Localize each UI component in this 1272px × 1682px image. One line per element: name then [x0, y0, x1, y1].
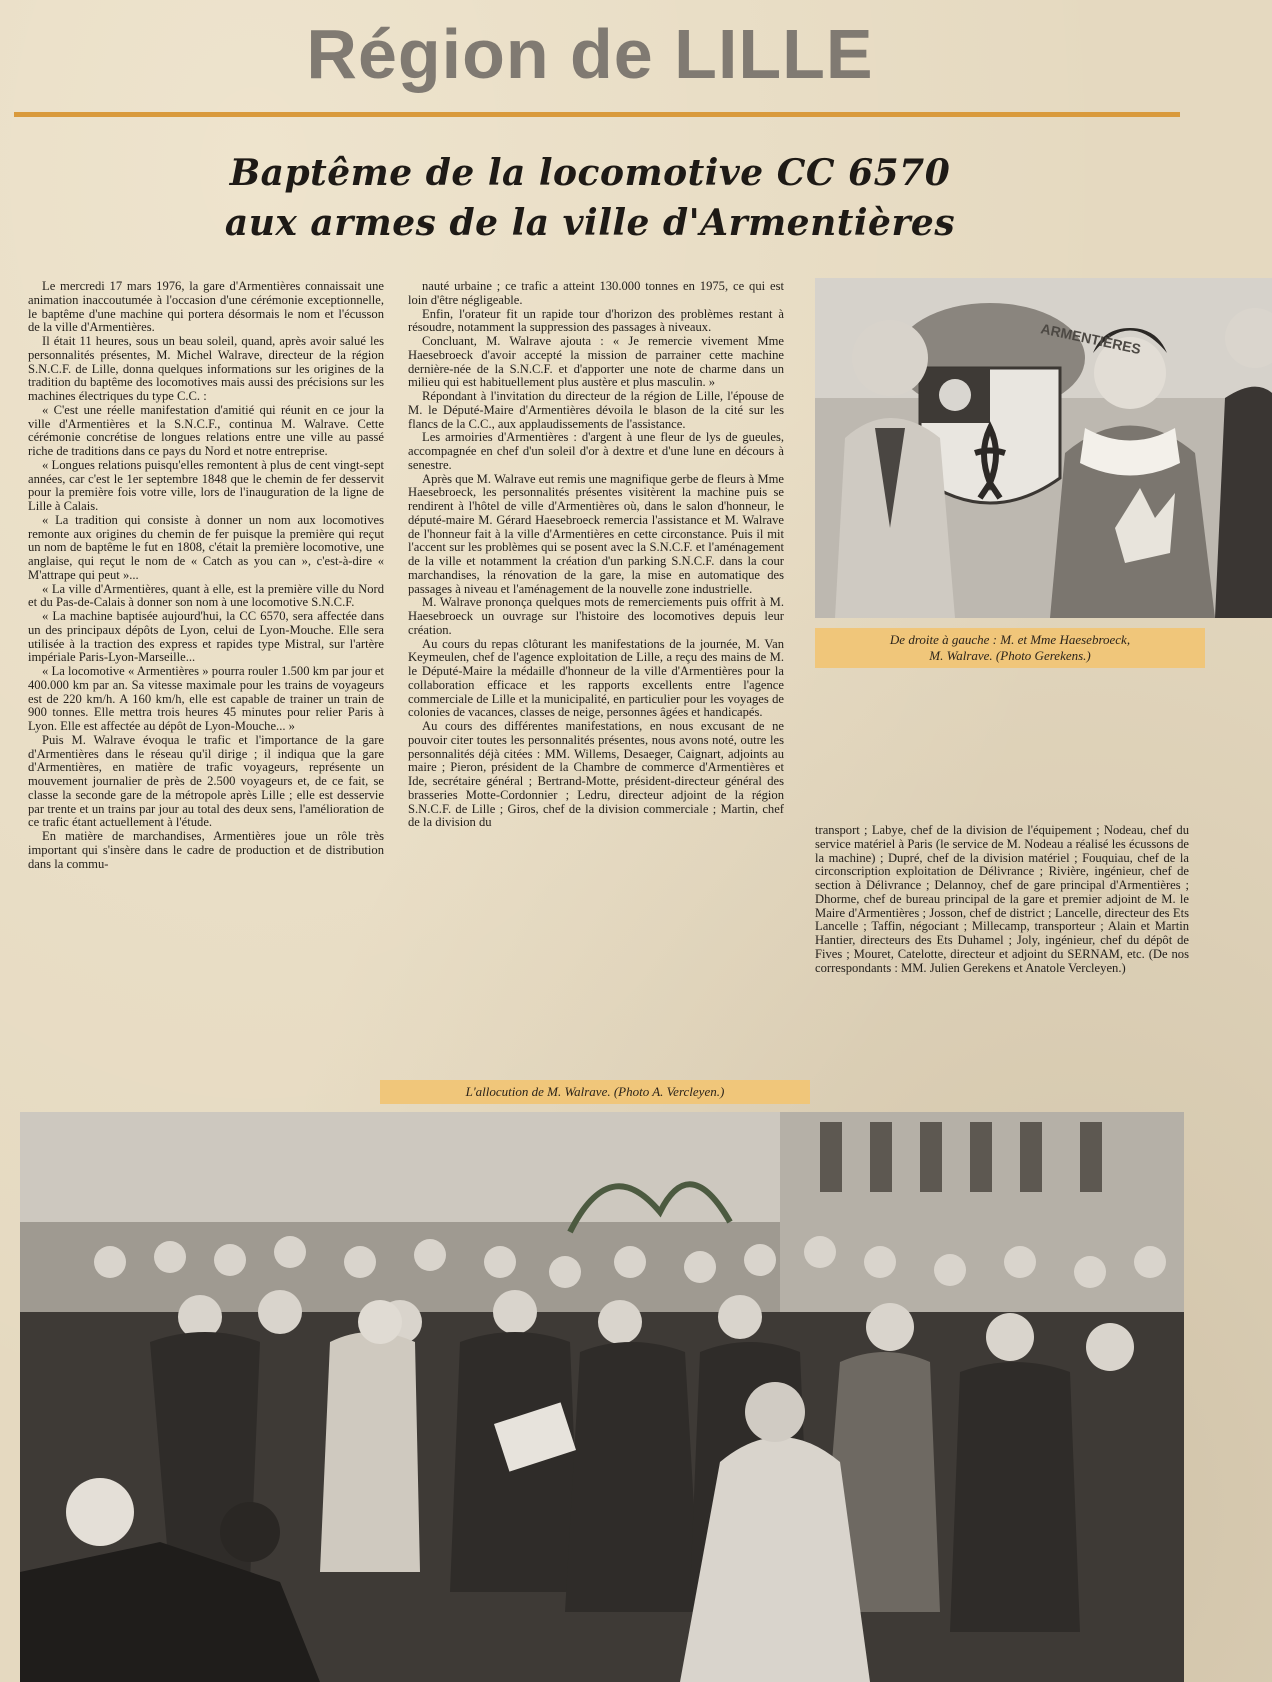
paragraph: Concluant, M. Walrave ajouta : « Je remercie vivement Mme Haesebroeck d'avoir accepté la mission de parrainer cette machine dernière-née de la S.N.C.F. et d'apporter une note de charme dans un milieu qui est habituellement plus austère et plus masculin. »	[408, 334, 784, 390]
photo-haesebroeck-walrave	[815, 278, 1272, 618]
photo-illustration	[815, 278, 1272, 618]
photo-crowd-allocution	[20, 1112, 1184, 1682]
paragraph: Au cours des différentes manifestations, en nous excusant de ne pouvoir citer toutes les personnalités présentes, nous avons noté, outre les personnalités déjà citées : MM. Willems, Desaeger, Caignart, adjoints au maire ; Pieron, président de la Chambre de commerce d'Armentières et Ide, secrétaire général ; Bertrand-Motte, président-directeur général des brasseries Motte-Cordonnier ; Ledru, directeur adjoint de la région S.N.C.F. de Lille ; Giros, chef de la division commerciale ; Martin, chef de la division du	[408, 719, 784, 830]
paragraph: Enfin, l'orateur fit un rapide tour d'horizon des problèmes restant à résoudre, notamment la suppression des passages à niveaux.	[408, 306, 784, 335]
paragraph: Après que M. Walrave eut remis une magnifique gerbe de fleurs à Mme Haesebroeck, les personnalités présentes visitèrent la machine puis se rendirent à l'hôtel de ville d'Armentières où, dans le salon d'honneur, le député-maire M. Gérard Haesebroeck remercia l'assistance et M. Walrave de l'honneur fait à la ville d'Armentières en cette circonstance. Puis il mit l'accent sur les problèmes qui se posent avec la S.N.C.F. et l'aménagement de la ville et notamment la création d'un parking S.N.C.F. dans la cour marchandises, la rénovation de la gare, la mise en automatique des passages à niveau et l'aménagement de la nouvelle zone industrielle.	[408, 471, 784, 596]
paragraph: M. Walrave prononça quelques mots de remerciements puis offrit à M. Haesebroeck un ouvrage sur l'histoire des locomotives depuis leur création.	[408, 595, 784, 637]
blason-lettering: ARMENTIÈRES	[1039, 320, 1143, 358]
paragraph: « Longues relations puisqu'elles remontent à plus de cent vingt-sept années, car c'est le 1er septembre 1848 que le chemin de fer desservit pour la première fois votre ville, lors de l'inauguration de la ligne de Lille à Calais.	[28, 457, 384, 513]
paragraph: Il était 11 heures, sous un beau soleil, quand, après avoir salué les personnalités présentes, M. Michel Walrave, directeur de la région S.N.C.F. de Lille, donna quelques informations sur les origines de la tradition du baptême des locomotives mais aussi des précisions sur les machines électriques du type C.C. :	[28, 334, 384, 403]
photo-caption-bottom: L'allocution de M. Walrave. (Photo A. Vercleyen.)	[380, 1080, 810, 1104]
article-column-1	[28, 280, 384, 871]
paragraph: Au cours du repas clôturant les manifestations de la journée, M. Van Keymeulen, chef de l'agence exploitation de Lille, a reçu des mains de M. le Député-Maire la médaille d'honneur de la ville d'Armentières pour la collaboration efficace et les rapports excellents entre l'agence commerciale de Lille et la municipalité, en particulier pour les voyages de colonies de vacances, classes de neige, personnes âgées et handicapés.	[408, 636, 784, 720]
paragraph: transport ; Labye, chef de la division de l'équipement ; Nodeau, chef du service matériel à Paris (le service de M. Nodeau a réalisé les écussons de la machine) ; Dupré, chef de la division matériel ; Fouquiau, chef de la circonscription exploitation de Délivrance ; Rivière, ingénieur, chef de section à Délivrance ; Delannoy, chef de gare principal d'Armentières ; Dhorme, chef de bureau principal de la gare et premier adjoint de M. le Maire d'Armentières ; Josson, chef de district ; Lancelle, directeur des Ets Lancelle ; Taffin, négociant ; Millecamp, transporteur ; Alain et Martin Hantier, directeurs des Ets Duhamel ; Joly, ingénieur, chef du dépôt de Fives ; Mouret, Catelotte, directeur et adjoint du SERNAM, etc. (De nos correspondants : MM. Julien Gerekens et Anatole Vercleyen.)	[815, 823, 1189, 975]
caption-line-2: M. Walrave. (Photo Gerekens.)	[929, 648, 1091, 663]
page-title: Région de LILLE	[306, 15, 874, 93]
article-column-2	[408, 280, 784, 830]
paragraph: « La tradition qui consiste à donner un nom aux locomotives remonte aux origines du chemin de fer puisque la première qui reçut un nom de baptême le fut en 1808, c'était la première locomotive, une anglaise, qui reçut le nom de « Catch as you can », c'est-à-dire « M'attrape qui peut »...	[28, 512, 384, 582]
headline-line-2: aux armes de la ville d'Armentières	[224, 202, 956, 244]
paragraph: Puis M. Walrave évoqua le trafic et l'importance de la gare d'Armentières dans le réseau qu'il dirige ; il indiqua que la gare d'Armentières, en matière de trafic voyageurs, représente un mouvement journalier de près de 2.500 voyageurs et, de ce fait, se classe la seconde gare de la métropole après Lille ; elle est desservie par trente et un trains par jour au total des deux sens, l'amélioration de ce trafic étant actuellement à l'étude.	[28, 732, 384, 830]
paragraph: « C'est une réelle manifestation d'amitié qui réunit en ce jour la ville d'Armentières et la S.N.C.F., continua M. Walrave. Cette cérémonie concrétise de longues relations entre une ville au passé riche de traditions dans ce pays du Nord et notre entreprise.	[28, 402, 384, 458]
paragraph: Le mercredi 17 mars 1976, la gare d'Armentières connaissait une animation inaccoutumée à l'occasion d'une cérémonie exceptionnelle, le baptême d'une machine qui portera désormais le nom et l'écusson de la ville d'Armentières.	[28, 279, 384, 335]
paragraph: Répondant à l'invitation du directeur de la région de Lille, l'épouse de M. le Député-Maire d'Armentières dévoila le blason de la cité sur les flancs de la C.C., aux applaudissements de l'assistance.	[408, 389, 784, 431]
crowd-illustration	[20, 1112, 1184, 1682]
paragraph: « La ville d'Armentières, quant à elle, est la première ville du Nord et du Pas-de-Calais à donner son nom à une locomotive S.N.C.F.	[28, 581, 384, 610]
paragraph: Les armoiries d'Armentières : d'argent à une fleur de lys de gueules, accompagnée en chef d'un soleil d'or à dextre et d'une lune en décours à senestre.	[408, 430, 784, 472]
paragraph: En matière de marchandises, Armentières joue un rôle très important qui s'insère dans le cadre de production et de distribution dans la commu-	[28, 829, 384, 871]
paragraph: « La machine baptisée aujourd'hui, la CC 6570, sera affectée dans un des principaux dépôts de Lyon, celui de Lyon-Mouche. Elle sera utilisée à la traction des express et rapides type Mistral, sur l'artère impériale Paris-Lyon-Marseille...	[28, 609, 384, 665]
paragraph: nauté urbaine ; ce trafic a atteint 130.000 tonnes en 1975, ce qui est loin d'être négligeable.	[408, 279, 784, 307]
photo-caption-top	[815, 628, 1205, 668]
header-rule	[14, 112, 1180, 117]
caption-line-1: De droite à gauche : M. et Mme Haesebroeck,	[889, 632, 1131, 647]
article-headline	[150, 148, 1030, 248]
headline-line-1: Baptême de la locomotive CC 6570	[229, 152, 951, 194]
article-column-3	[815, 824, 1189, 975]
paragraph: « La locomotive « Armentières » pourra rouler 1.500 km par jour et 400.000 km par an. Sa vitesse maximale pour les trains de voyageurs est de 220 km/h. A 160 km/h, elle est capable de trainer un train de 900 tonnes. Elle mettra trois heures 45 minutes pour relier Paris à Lyon. Elle est affectée au dépôt de Lyon-Mouche... »	[28, 664, 384, 733]
